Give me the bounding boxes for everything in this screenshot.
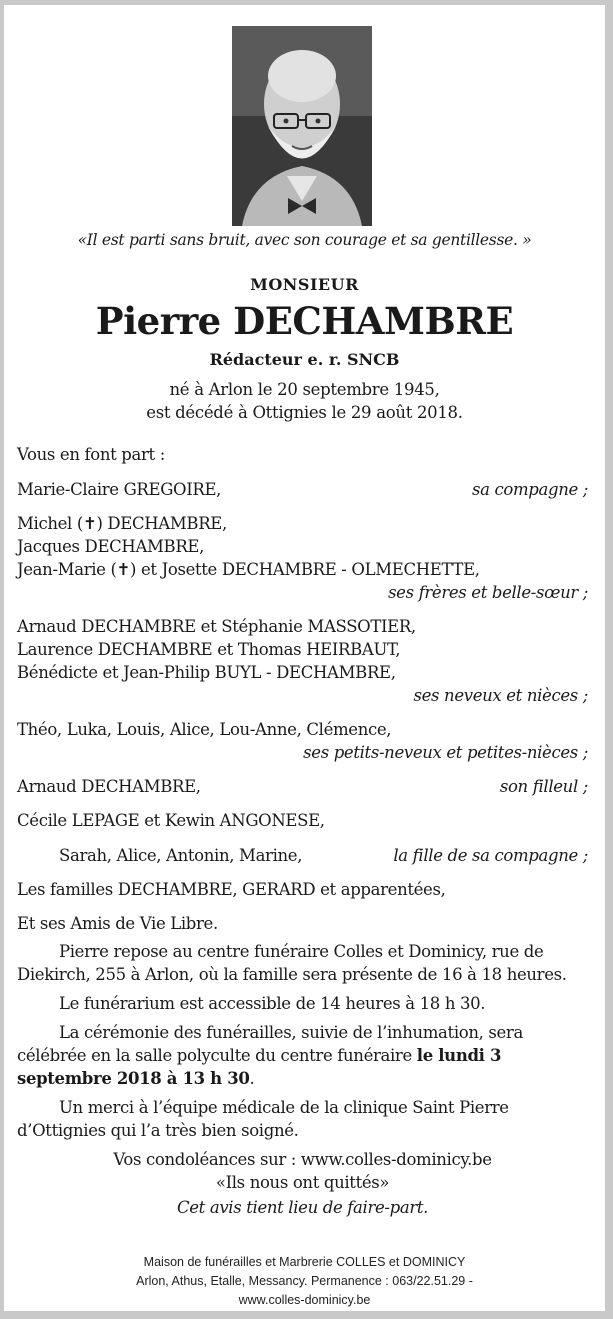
nephew-line: Bénédicte et Jean-Philip BUYL - DECHAMBRE, [17, 663, 396, 682]
birth-line: né à Arlon le 20 septembre 1945, [169, 380, 440, 399]
deceased-name: Pierre DECHAMBRE [95, 299, 514, 343]
death-line: est décédé à Ottignies le 29 août 2018. [146, 403, 463, 422]
godson-row [17, 775, 588, 798]
partner-row [17, 478, 588, 501]
occupation: Rédacteur e. r. SNCB [209, 350, 400, 369]
ceremony-paragraph [17, 1021, 588, 1090]
condolences-line: Vos condoléances sur : www.colles-dominicy.be [113, 1150, 492, 1169]
ceremony-text: La cérémonie des funérailles, suivie de l’inhumation, sera célébrée en la salle polyculte du centre funéraire [17, 1023, 523, 1065]
nephews-block [17, 615, 588, 707]
siblings-relation: ses frères et belle-sœur ; [388, 583, 588, 602]
ceremony-end: . [249, 1069, 255, 1088]
access-paragraph: Le funérarium est accessible de 14 heures à 18 h 30. [59, 994, 486, 1013]
footer-line: Maison de funérailles et Marbrerie COLLES et DOMINICY [143, 1255, 466, 1269]
nephew-line: Laurence DECHAMBRE et Thomas HEIRBAUT, [17, 640, 401, 659]
nephews-relation: ses neveux et nièces ; [413, 686, 588, 705]
footer-line: Arlon, Athus, Etalle, Messancy. Permanence : 063/22.51.29 - [136, 1274, 473, 1288]
partner-relation: sa compagne ; [472, 480, 588, 499]
daughter-block [17, 809, 588, 867]
daughter-children-row [17, 844, 588, 867]
life-dates [4, 378, 605, 424]
rest-paragraph: Pierre repose au centre funéraire Colles et Dominicy, rue de Diekirch, 255 à Arlon, où la famille sera présente de 16 à 18 heures. [17, 942, 567, 984]
grandnephews-relation: ses petits-neveux et petites-nièces ; [303, 743, 588, 762]
godson-relation: son filleul ; [499, 777, 588, 796]
friends-line: Et ses Amis de Vie Libre. [17, 914, 218, 933]
families-line: Les familles DECHAMBRE, GERARD et apparentées, [17, 880, 446, 899]
nephew-line: Arnaud DECHAMBRE et Stéphanie MASSOTIER, [17, 617, 416, 636]
quote: «Il est parti sans bruit, avec son courage et sa gentillesse. » [77, 231, 532, 249]
ceremony-date: le lundi 3 septembre 2018 à 13 h 30 [17, 1046, 502, 1088]
motto-line: «Ils nous ont quittés» [215, 1173, 390, 1192]
partner-name: Marie-Claire GREGOIRE, [17, 480, 222, 499]
honorific: MONSIEUR [250, 275, 359, 294]
grandnephews-names: Théo, Luka, Louis, Alice, Lou-Anne, Clémence, [17, 720, 392, 739]
sibling-line: Michel (✝) DECHAMBRE, [17, 514, 227, 533]
portrait-photo [232, 26, 372, 226]
daughter-children: Sarah, Alice, Antonin, Marine, [59, 846, 303, 865]
intro: Vous en font part : [17, 445, 165, 464]
notice-line: Cet avis tient lieu de faire-part. [176, 1198, 429, 1217]
footer-website[interactable]: www.colles-dominicy.be [238, 1293, 371, 1307]
daughter-couple: Cécile LEPAGE et Kewin ANGONESE, [17, 811, 325, 830]
daughter-relation: la fille de sa compagne ; [393, 846, 588, 865]
sibling-line: Jean-Marie (✝) et Josette DECHAMBRE - OLMECHETTE, [17, 560, 480, 579]
siblings-block [17, 512, 588, 604]
funeral-home-footer [4, 1253, 605, 1310]
sibling-line: Jacques DECHAMBRE, [17, 537, 204, 556]
thanks-paragraph: Un merci à l’équipe médicale de la clinique Saint Pierre d’Ottignies qui l’a très bien soigné. [17, 1098, 509, 1140]
grandnephews-block [17, 718, 588, 764]
godson-name: Arnaud DECHAMBRE, [17, 777, 201, 796]
obituary-notice [4, 5, 605, 1311]
notice-body [17, 443, 588, 1219]
